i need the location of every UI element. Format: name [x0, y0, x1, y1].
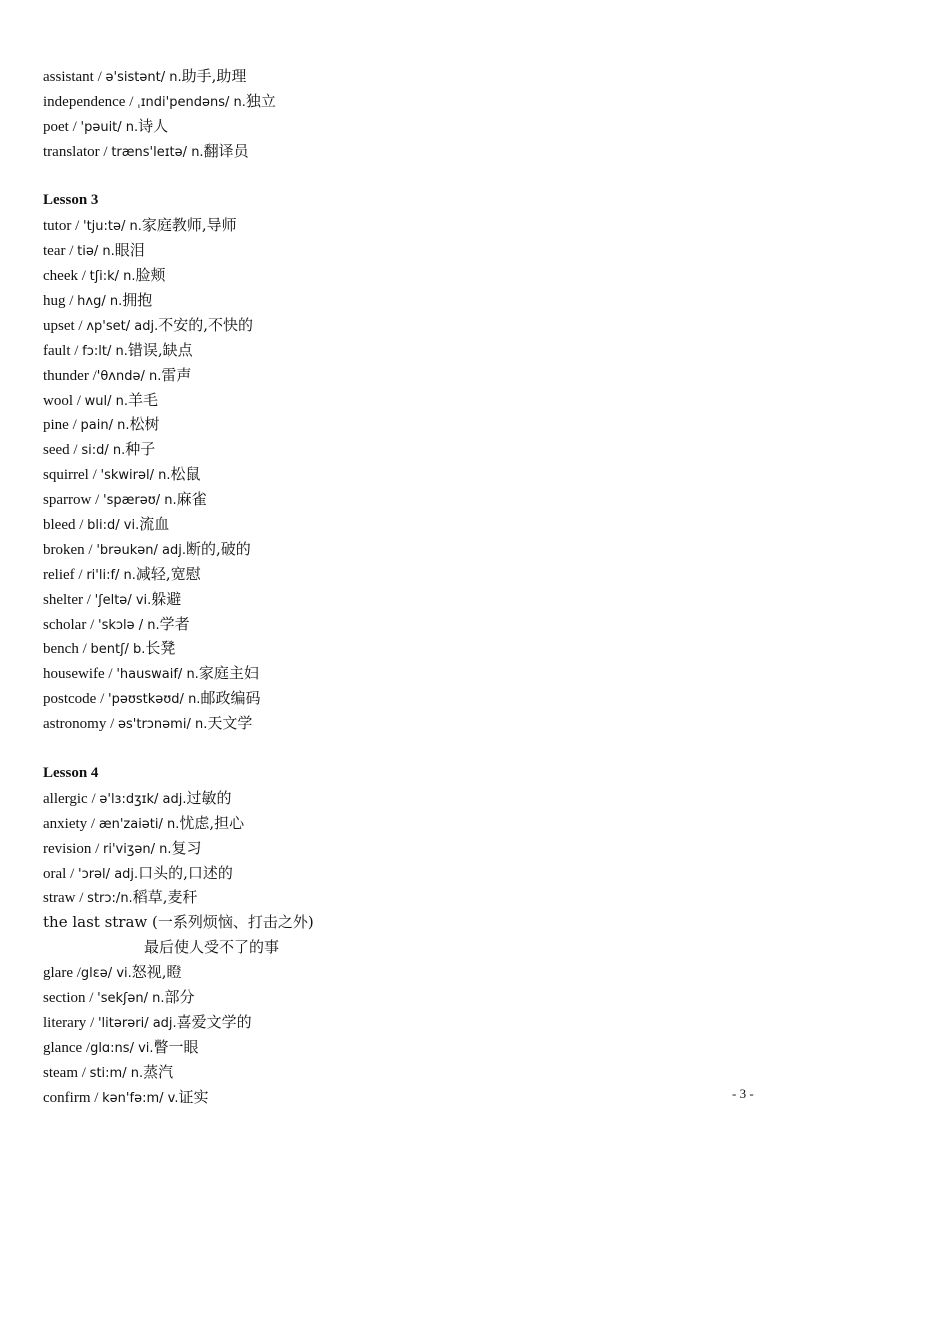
vocab-pos: vi.	[123, 518, 140, 534]
vocab-pos: adj.	[134, 318, 159, 334]
vocab-meaning: 减轻,宽慰	[135, 564, 201, 583]
vocab-pos: n.	[158, 468, 171, 484]
vocab-word: hug	[43, 293, 66, 310]
vocab-meaning: 错误,缺点	[127, 340, 193, 359]
vocab-ipa: bli:d	[87, 518, 116, 534]
vocab-meaning: 蒸汽	[143, 1062, 174, 1081]
vocab-ipa: ri'li:f	[86, 567, 116, 583]
vocab-meaning: 躲避	[151, 589, 182, 608]
vocab-word: postcode	[43, 691, 97, 708]
vocab-ipa: pain	[80, 418, 109, 434]
vocab-entry: section / 'sekʃən/ n.部分	[43, 987, 195, 1006]
vocab-meaning: 忧虑,担心	[179, 813, 245, 832]
vocab-entry: anxiety / æn'zaiəti/ n.忧虑,担心	[43, 813, 245, 832]
vocab-word: steam	[43, 1064, 78, 1081]
vocab-ipa: 'hauswaif	[116, 667, 178, 683]
vocab-entry: tear / tiə/ n.眼泪	[43, 241, 145, 260]
vocab-word: cheek	[43, 268, 78, 285]
vocab-ipa: tiə	[77, 244, 94, 260]
vocab-entry: fault / fɔ:lt/ n.错误,缺点	[43, 340, 193, 359]
vocab-meaning: 部分	[164, 987, 195, 1006]
vocab-entry: pine / pain/ n.松树	[43, 415, 160, 434]
vocab-ipa: 'sekʃən	[97, 990, 144, 1006]
vocab-entry: postcode / 'pəʊstkəʊd/ n.邮政编码	[43, 689, 261, 708]
lesson-3-heading: Lesson 3	[43, 192, 99, 209]
vocab-ipa: glɛə	[80, 966, 108, 982]
vocab-ipa: 'ʃeltə	[94, 592, 128, 608]
vocab-word: section	[43, 989, 86, 1006]
vocab-pos: n.	[115, 343, 128, 359]
vocab-pos: n.	[147, 617, 160, 633]
vocab-pos: n.	[186, 667, 199, 683]
vocab-ipa: æn'zaiəti	[98, 816, 159, 832]
vocab-pos: n.	[148, 368, 162, 384]
vocab-word: allergic	[43, 790, 88, 807]
vocab-word: oral	[43, 865, 67, 882]
vocab-pos: n.	[123, 567, 136, 583]
vocab-ipa: 'spærəʊ	[103, 493, 156, 509]
vocab-list-lesson-3	[43, 213, 903, 736]
vocab-meaning: 眼泪	[114, 241, 145, 260]
vocab-word: assistant	[43, 69, 94, 85]
vocab-word: shelter	[43, 591, 83, 608]
vocab-meaning: 复习	[171, 838, 202, 857]
vocab-meaning: 邮政编码	[200, 689, 261, 708]
vocab-pos: n.	[117, 418, 130, 434]
vocab-ipa: 'pəuit	[80, 119, 118, 135]
vocab-pos: n.	[125, 119, 139, 135]
vocab-meaning: 长凳	[145, 639, 176, 658]
vocab-meaning: 种子	[125, 440, 156, 459]
vocab-ipa: hʌg	[77, 294, 102, 310]
vocab-meaning: 家庭主妇	[198, 664, 259, 683]
vocab-pos: n.	[191, 144, 204, 160]
vocab-word: bleed	[43, 517, 76, 534]
vocab-ipa: kən'fə:m	[102, 1090, 160, 1106]
vocab-word: broken	[43, 541, 85, 558]
vocab-pos: v.	[167, 1090, 179, 1106]
vocab-entry: squirrel / 'skwirəl/ n.松鼠	[43, 465, 201, 484]
vocab-word: scholar	[43, 616, 87, 633]
vocab-entry: thunder /'θʌndə/ n.雷声	[43, 365, 192, 384]
lesson-4-heading: Lesson 4	[43, 764, 99, 781]
vocab-meaning: 流血	[139, 515, 170, 534]
vocab-entry: oral / 'ɔrəl/ adj.口头的,口述的	[43, 863, 233, 882]
phrase-text: the last straw (一系列烦恼、打击之外)	[43, 913, 314, 932]
vocab-list-lesson-4	[43, 786, 903, 1110]
phrase-continuation-text: 最后使人受不了的事	[144, 938, 280, 957]
vocab-entry: broken / 'brəukən/ adj.断的,破的	[43, 539, 251, 558]
vocab-ipa: ə'sistənt	[105, 70, 161, 85]
vocab-pos: n.	[115, 393, 129, 409]
vocab-entry: wool / wul/ n.羊毛	[43, 390, 159, 409]
vocab-ipa: ʌp'set	[86, 318, 126, 334]
vocab-ipa: si:d	[81, 443, 105, 459]
vocab-entry: glance /glɑ:ns/ vi.瞥一眼	[43, 1037, 199, 1056]
vocab-meaning: 独立	[245, 91, 276, 110]
vocab-pos: n.	[102, 244, 115, 260]
vocab-meaning: 松鼠	[170, 465, 201, 484]
vocab-entry: sparrow / 'spærəʊ/ n.麻雀	[43, 490, 207, 509]
vocab-entry: cheek / tʃi:k/ n.脸颊	[43, 266, 166, 285]
vocab-entry: revision / ri'viʒən/ n.复习	[43, 838, 202, 857]
page-number: - 3 -	[732, 1086, 754, 1101]
vocab-word: glance	[43, 1039, 83, 1056]
vocab-ipa: 'litərəri	[97, 1015, 145, 1031]
vocab-entry: assistant / ə'sistənt/ n.助手,助理	[43, 67, 247, 85]
vocab-entry: tutor / 'tju:tə/ n.家庭教师,导师	[43, 216, 237, 235]
vocab-pos: adj.	[162, 542, 186, 558]
vocab-word: fault	[43, 342, 71, 359]
vocab-ipa: ˌɪndi'pendəns	[137, 94, 225, 110]
vocab-pos: n.	[159, 841, 172, 857]
vocab-meaning: 断的,破的	[186, 539, 251, 558]
vocab-entry: bleed / bli:d/ vi.流血	[43, 515, 170, 534]
vocabulary-page	[43, 64, 903, 1109]
vocab-meaning: 松树	[129, 415, 160, 434]
vocab-ipa: 'skwirəl	[100, 468, 150, 484]
vocab-word: anxiety	[43, 815, 88, 832]
vocab-ipa: wul	[84, 393, 108, 409]
vocab-meaning: 羊毛	[128, 390, 159, 409]
vocab-pos: n.	[120, 891, 133, 907]
vocab-word: pine	[43, 417, 69, 434]
vocab-meaning: 喜爱文学的	[176, 1012, 252, 1031]
vocab-entry: housewife / 'hauswaif/ n.家庭主妇	[43, 664, 259, 683]
vocab-pos: adj.	[152, 1015, 177, 1031]
vocab-pos: vi.	[135, 592, 152, 608]
vocab-word: housewife	[43, 666, 105, 683]
vocab-entry: allergic / ə'lɜ:dʒɪk/ adj.过敏的	[43, 788, 232, 807]
vocab-word: tear	[43, 243, 66, 260]
vocab-list-intro	[43, 64, 903, 164]
vocab-entry: astronomy / əs'trɔnəmi/ n.天文学	[43, 714, 253, 733]
vocab-meaning: 助手,助理	[181, 67, 247, 85]
phrase-continuation	[43, 935, 903, 960]
vocab-pos: n.	[109, 294, 123, 310]
vocab-ipa: ə'lɜ:dʒɪk	[99, 791, 154, 807]
vocab-entry: straw / strɔ:/n.稻草,麦秆	[43, 888, 198, 907]
vocab-word: squirrel	[43, 467, 89, 484]
vocab-pos: b.	[132, 642, 146, 658]
vocab-word: revision	[43, 840, 92, 857]
vocab-meaning: 学者	[159, 614, 190, 633]
vocab-entry: seed / si:d/ n.种子	[43, 440, 156, 459]
vocab-meaning: 瞥一眼	[153, 1037, 199, 1056]
vocab-ipa: tʃi:k	[89, 269, 115, 285]
vocab-ipa: 'skɔlə	[98, 617, 135, 633]
vocab-word: upset	[43, 317, 75, 334]
vocab-word: poet	[43, 118, 69, 135]
vocab-pos: n.	[152, 990, 165, 1006]
vocab-meaning: 证实	[178, 1087, 209, 1106]
vocab-entry: confirm / kən'fə:m/ v.证实	[43, 1087, 209, 1106]
vocab-entry: scholar / 'skɔlə / n.学者	[43, 614, 190, 633]
vocab-pos: vi.	[138, 1040, 154, 1056]
vocab-ipa: glɑ:ns	[90, 1040, 130, 1056]
vocab-word: wool	[43, 392, 73, 409]
vocab-meaning: 麻雀	[176, 490, 207, 509]
vocab-word: confirm	[43, 1089, 91, 1106]
vocab-entry: steam / sti:m/ n.蒸汽	[43, 1062, 174, 1081]
vocab-meaning: 怒视,瞪	[131, 963, 182, 982]
vocab-meaning: 诗人	[138, 116, 169, 135]
vocab-entry: shelter / 'ʃeltə/ vi.躲避	[43, 589, 182, 608]
vocab-entry: independence / ˌɪndi'pendəns/ n.独立	[43, 91, 276, 110]
vocab-pos: n.	[123, 269, 136, 285]
vocab-meaning: 不安的,不快的	[158, 315, 253, 334]
vocab-word: astronomy	[43, 716, 107, 733]
vocab-meaning: 过敏的	[186, 788, 232, 807]
vocab-pos: n.	[233, 94, 246, 110]
vocab-ipa: ri'viʒən	[103, 841, 151, 857]
vocab-meaning: 雷声	[161, 365, 192, 384]
vocab-entry: bench / bentʃ/ b.长凳	[43, 639, 176, 658]
vocab-ipa: 'tju:tə	[83, 219, 122, 235]
vocab-word: tutor	[43, 218, 72, 235]
vocab-pos: adj.	[114, 866, 139, 882]
vocab-meaning: 拥抱	[122, 291, 153, 310]
vocab-word: literary	[43, 1014, 87, 1031]
vocab-ipa: 'brəukən	[96, 542, 154, 558]
vocab-word: relief	[43, 566, 75, 583]
vocab-ipa: fɔ:lt	[82, 343, 107, 359]
vocab-ipa: 'ɔrəl	[78, 866, 106, 882]
vocab-entry: upset / ʌp'set/ adj.不安的,不快的	[43, 315, 253, 334]
vocab-ipa: træns'leɪtə	[111, 144, 183, 160]
vocab-pos: n.	[112, 443, 126, 459]
vocab-entry: translator / træns'leɪtə/ n.翻译员	[43, 141, 249, 160]
vocab-entry: poet / 'pəuit/ n.诗人	[43, 116, 169, 135]
vocab-meaning: 稻草,麦秆	[132, 888, 198, 907]
vocab-pos: n.	[188, 692, 201, 708]
vocab-word: bench	[43, 641, 79, 658]
phrase-entry	[43, 910, 903, 935]
vocab-entry: relief / ri'li:f/ n.减轻,宽慰	[43, 564, 201, 583]
vocab-word: glare	[43, 965, 73, 982]
vocab-ipa: əs'trɔnəmi	[118, 717, 187, 733]
vocab-meaning: 翻译员	[203, 141, 249, 160]
vocab-word: straw	[43, 890, 76, 907]
vocab-pos: n.	[167, 816, 180, 832]
vocab-pos: adj.	[162, 791, 187, 807]
vocab-pos: n.	[169, 70, 182, 85]
vocab-pos: vi.	[116, 966, 132, 982]
vocab-entry: hug / hʌg/ n.拥抱	[43, 291, 153, 310]
vocab-entry: glare /glɛə/ vi.怒视,瞪	[43, 963, 182, 982]
vocab-pos: n.	[129, 219, 142, 235]
vocab-word: seed	[43, 442, 70, 459]
vocab-meaning: 脸颊	[135, 266, 166, 285]
vocab-pos: n.	[194, 717, 208, 733]
vocab-pos: n.	[164, 493, 177, 509]
vocab-entry: literary / 'litərəri/ adj.喜爱文学的	[43, 1012, 252, 1031]
vocab-ipa: strɔ:	[87, 891, 116, 907]
vocab-word: thunder	[43, 367, 89, 384]
vocab-ipa: sti:m	[89, 1065, 123, 1081]
vocab-ipa: 'θʌndə	[96, 368, 141, 384]
vocab-ipa: 'pəʊstkəʊd	[108, 692, 180, 708]
vocab-ipa: bentʃ	[90, 642, 125, 658]
vocab-word: translator	[43, 143, 100, 160]
vocab-meaning: 天文学	[207, 714, 253, 733]
vocab-meaning: 口头的,口述的	[138, 863, 233, 882]
vocab-pos: n.	[130, 1065, 144, 1081]
vocab-word: independence	[43, 93, 126, 110]
vocab-word: sparrow	[43, 492, 92, 509]
vocab-meaning: 家庭教师,导师	[141, 216, 237, 235]
